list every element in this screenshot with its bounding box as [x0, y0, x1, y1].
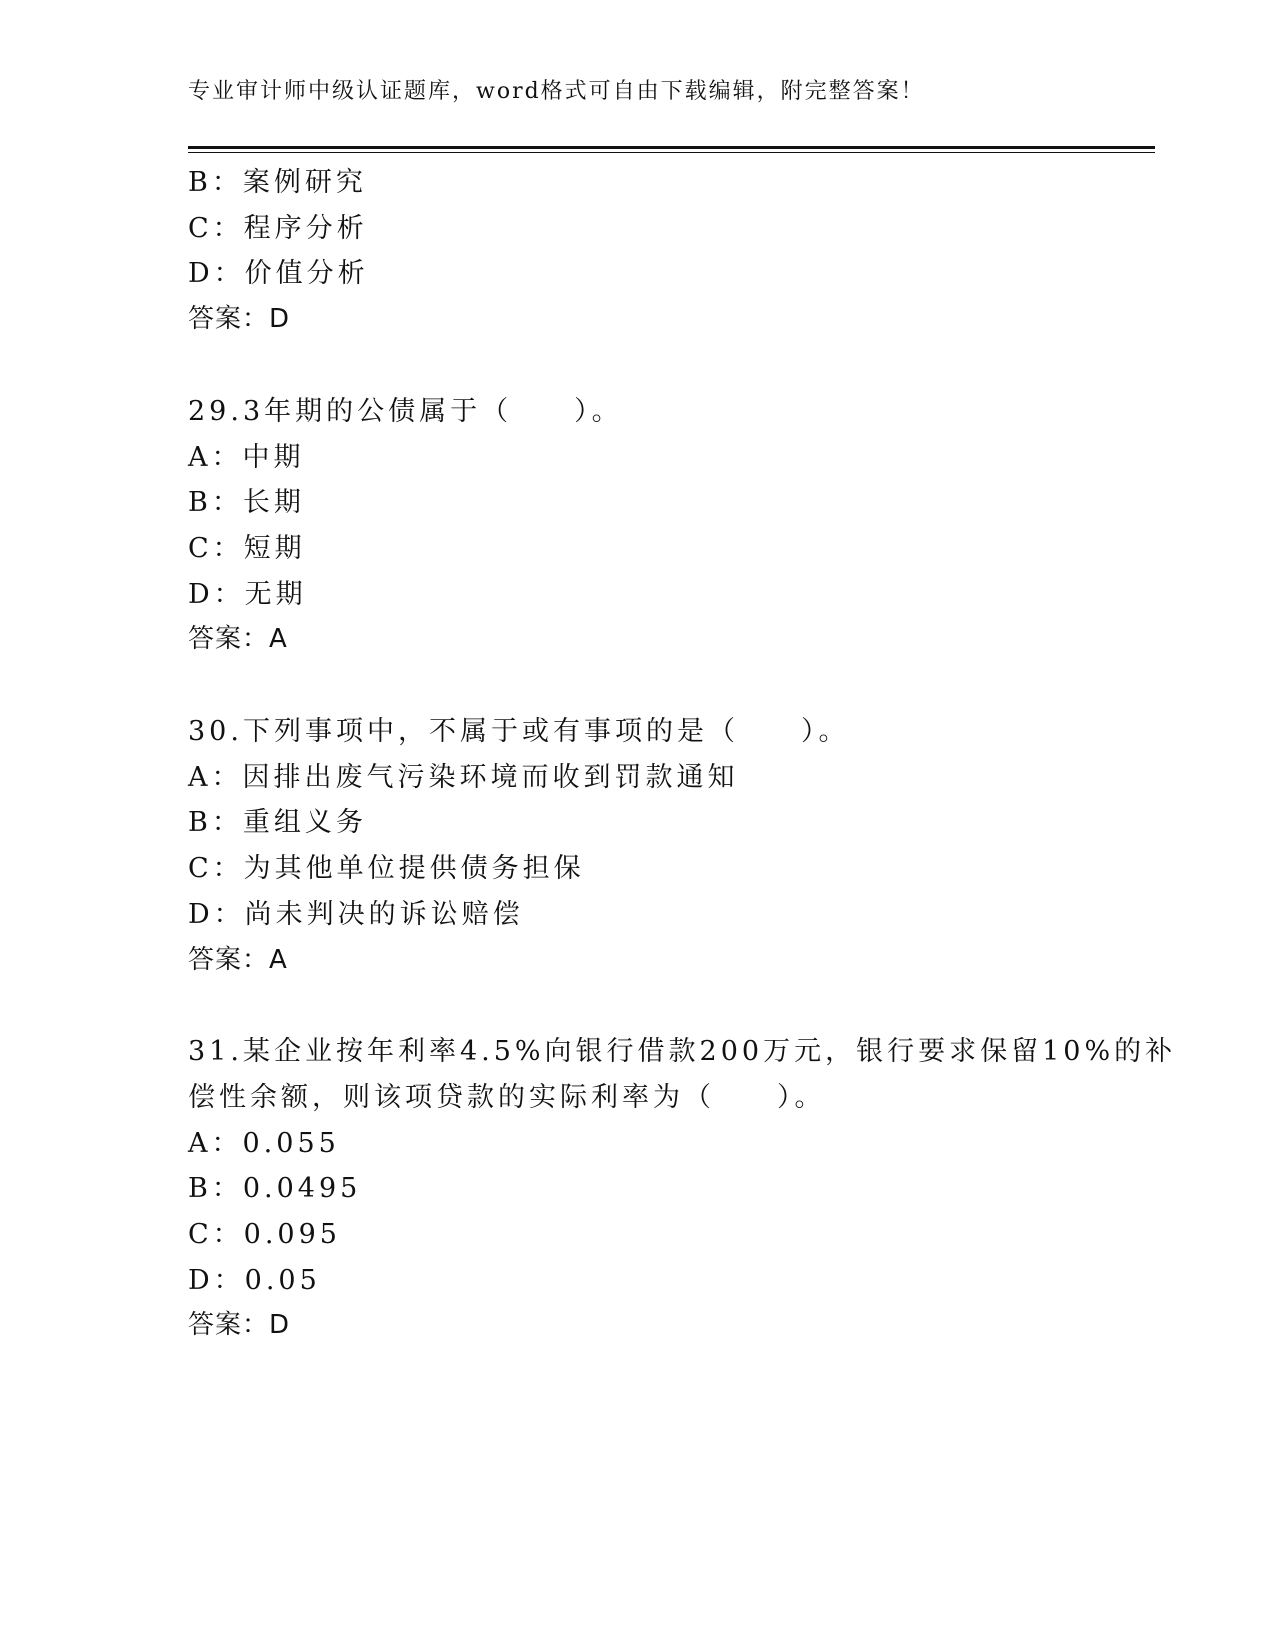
option-text: 尚未判决的诉讼赔偿 — [244, 898, 524, 930]
question-stem-line-1 — [188, 1029, 1177, 1075]
answer-line: 答案：A — [188, 624, 288, 655]
option-label: B： — [188, 1173, 243, 1205]
option-text: 长期 — [242, 487, 305, 519]
option-d — [188, 892, 1088, 938]
option-label: D： — [188, 578, 245, 610]
option-c — [188, 1212, 1088, 1258]
option-label: B： — [188, 167, 243, 198]
question-text: 某企业按年利率4.5%向银行借款200万元，银行要求保留10%的补 — [242, 1036, 1177, 1068]
option-c — [188, 206, 1088, 252]
question-stem — [188, 709, 1088, 755]
option-label: B： — [188, 807, 243, 839]
option-d — [188, 1258, 1088, 1304]
answer-line: 答案：D — [188, 1310, 291, 1341]
option-label: A： — [188, 761, 243, 793]
option-text: 0.095 — [243, 1219, 341, 1251]
question-number: 29. — [188, 395, 243, 427]
option-text: 中期 — [242, 441, 305, 473]
option-text: 重组义务 — [242, 807, 367, 839]
question-number: 31. — [188, 1036, 243, 1068]
option-label: D： — [188, 1264, 245, 1296]
option-label: D： — [188, 898, 245, 930]
option-a — [188, 1121, 1088, 1167]
option-label: C： — [188, 212, 244, 244]
option-label: C： — [188, 853, 244, 885]
option-text: 0.055 — [242, 1127, 340, 1159]
option-text: 价值分析 — [244, 258, 369, 290]
option-d — [188, 572, 1088, 618]
question-text: 下列事项中，不属于或有事项的是（ ）。 — [242, 716, 850, 748]
option-label: C： — [188, 532, 244, 564]
question-stem — [188, 389, 1088, 435]
answer-line: 答案：D — [188, 304, 291, 335]
option-a — [188, 435, 1088, 481]
option-text: 程序分析 — [243, 212, 368, 244]
option-text: 无期 — [244, 578, 307, 610]
option-label: B： — [188, 487, 243, 519]
question-list — [188, 160, 1177, 1349]
option-a — [188, 755, 1088, 801]
option-label: C： — [188, 1219, 244, 1251]
question-number: 30. — [188, 716, 243, 748]
option-b — [188, 160, 1088, 206]
question-31 — [188, 1029, 1177, 1349]
option-text: 0.0495 — [242, 1173, 362, 1205]
option-label: A： — [188, 1127, 243, 1159]
option-text: 因排出废气污染环境而收到罚款通知 — [242, 761, 739, 793]
question-stem-line-2: 偿性余额，则该项贷款的实际利率为（ ）。 — [188, 1081, 826, 1113]
page-header: 专业审计师中级认证题库，word格式可自由下载编辑，附完整答案！ — [188, 79, 925, 104]
answer-line: 答案：A — [188, 944, 288, 975]
option-label: D： — [188, 258, 245, 290]
option-label: A： — [188, 441, 243, 473]
option-b — [188, 480, 1088, 526]
option-text: 0.05 — [244, 1264, 321, 1296]
option-c — [188, 526, 1088, 572]
option-d — [188, 251, 1088, 297]
option-text: 短期 — [243, 532, 306, 564]
question-29 — [188, 389, 1088, 663]
option-text: 为其他单位提供债务担保 — [243, 853, 585, 885]
header-divider — [188, 146, 1155, 149]
option-c — [188, 846, 1088, 892]
question-continued — [188, 160, 1088, 343]
question-text: 3年期的公债属于（ ）。 — [242, 395, 623, 427]
option-b — [188, 1166, 1088, 1212]
option-text: 案例研究 — [242, 167, 367, 198]
option-b — [188, 800, 1088, 846]
question-30 — [188, 709, 1088, 983]
